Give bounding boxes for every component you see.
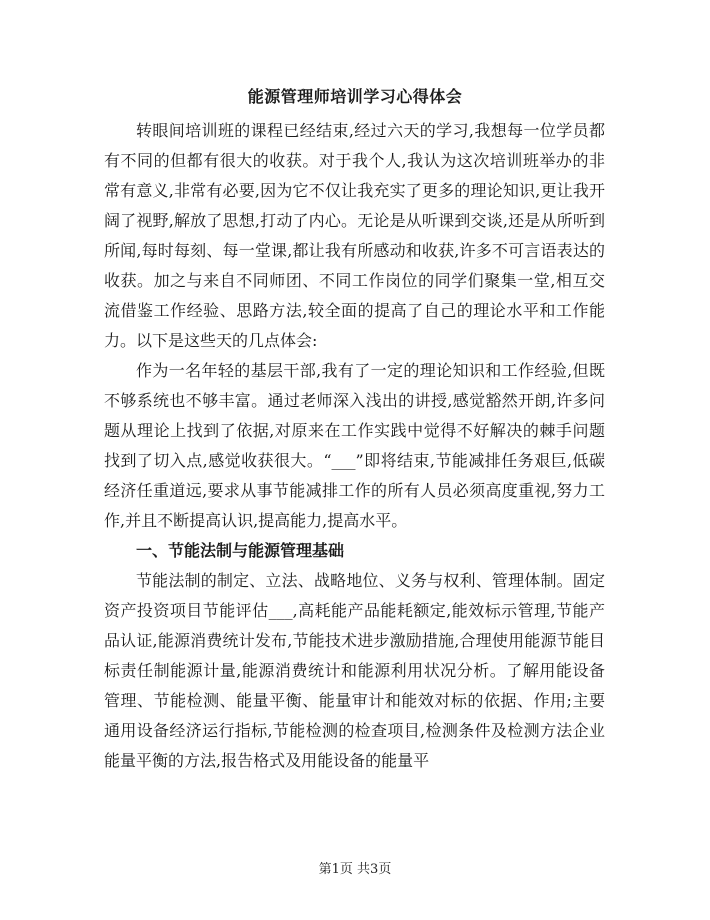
document-title: 能源管理师培训学习心得体会	[247, 87, 463, 106]
body-paragraph-2: 作为一名年轻的基层干部,我有了一定的理论知识和工作经验,但既不够系统也不够丰富。通过老师深入浅出的讲授,感觉豁然开朗,许多问题从理论上找到了依据,对原来在工作实践中觉得不好解决的棘手问题找到了切入点,感觉收获很大。“___”即将结束,节能减排任务艰巨,低碳经济任重道远,要求从事节能减排工作的所有人员必须高度重视,努力工作,并且不断提高认识,提高能力,提高水平。	[104, 361, 605, 530]
document-body	[104, 116, 605, 776]
page-number: 第1页 共3页	[318, 862, 392, 877]
section-paragraph: 节能法制的制定、立法、战略地位、义务与权利、管理体制。固定资产投资项目节能评估___,高耗能产品能耗额定,能效标示管理,节能产品认证,能源消费统计发布,节能技术进步激励措施,合理使用能源节能目标责任制能源计量,能源消费统计和能源利用状况分析。了解用能设备管理、节能检测、能量平衡、能量审计和能效对标的依据、作用;主要通用设备经济运行指标,节能检测的检查项目,检测条件及检测方法企业能量平衡的方法,报告格式及用能设备的能量平	[104, 571, 605, 770]
body-paragraph-1: 转眼间培训班的课程已经结束,经过六天的学习,我想每一位学员都有不同的但都有很大的收获。对于我个人,我认为这次培训班举办的非常有意义,非常有必要,因为它不仅让我充实了更多的理论知识,更让我开阔了视野,解放了思想,打动了内心。无论是从听课到交谈,还是从所听到所闻,每时每刻、每一堂课,都让我有所感动和收获,许多不可言语表达的收获。加之与来自不同师团、不同工作岗位的同学们聚集一堂,相互交流借鉴工作经验、思路方法,较全面的提高了自己的理论水平和工作能力。以下是这些天的几点体会:	[104, 121, 605, 350]
section-heading: 一、节能法制与能源管理基础	[136, 541, 345, 560]
